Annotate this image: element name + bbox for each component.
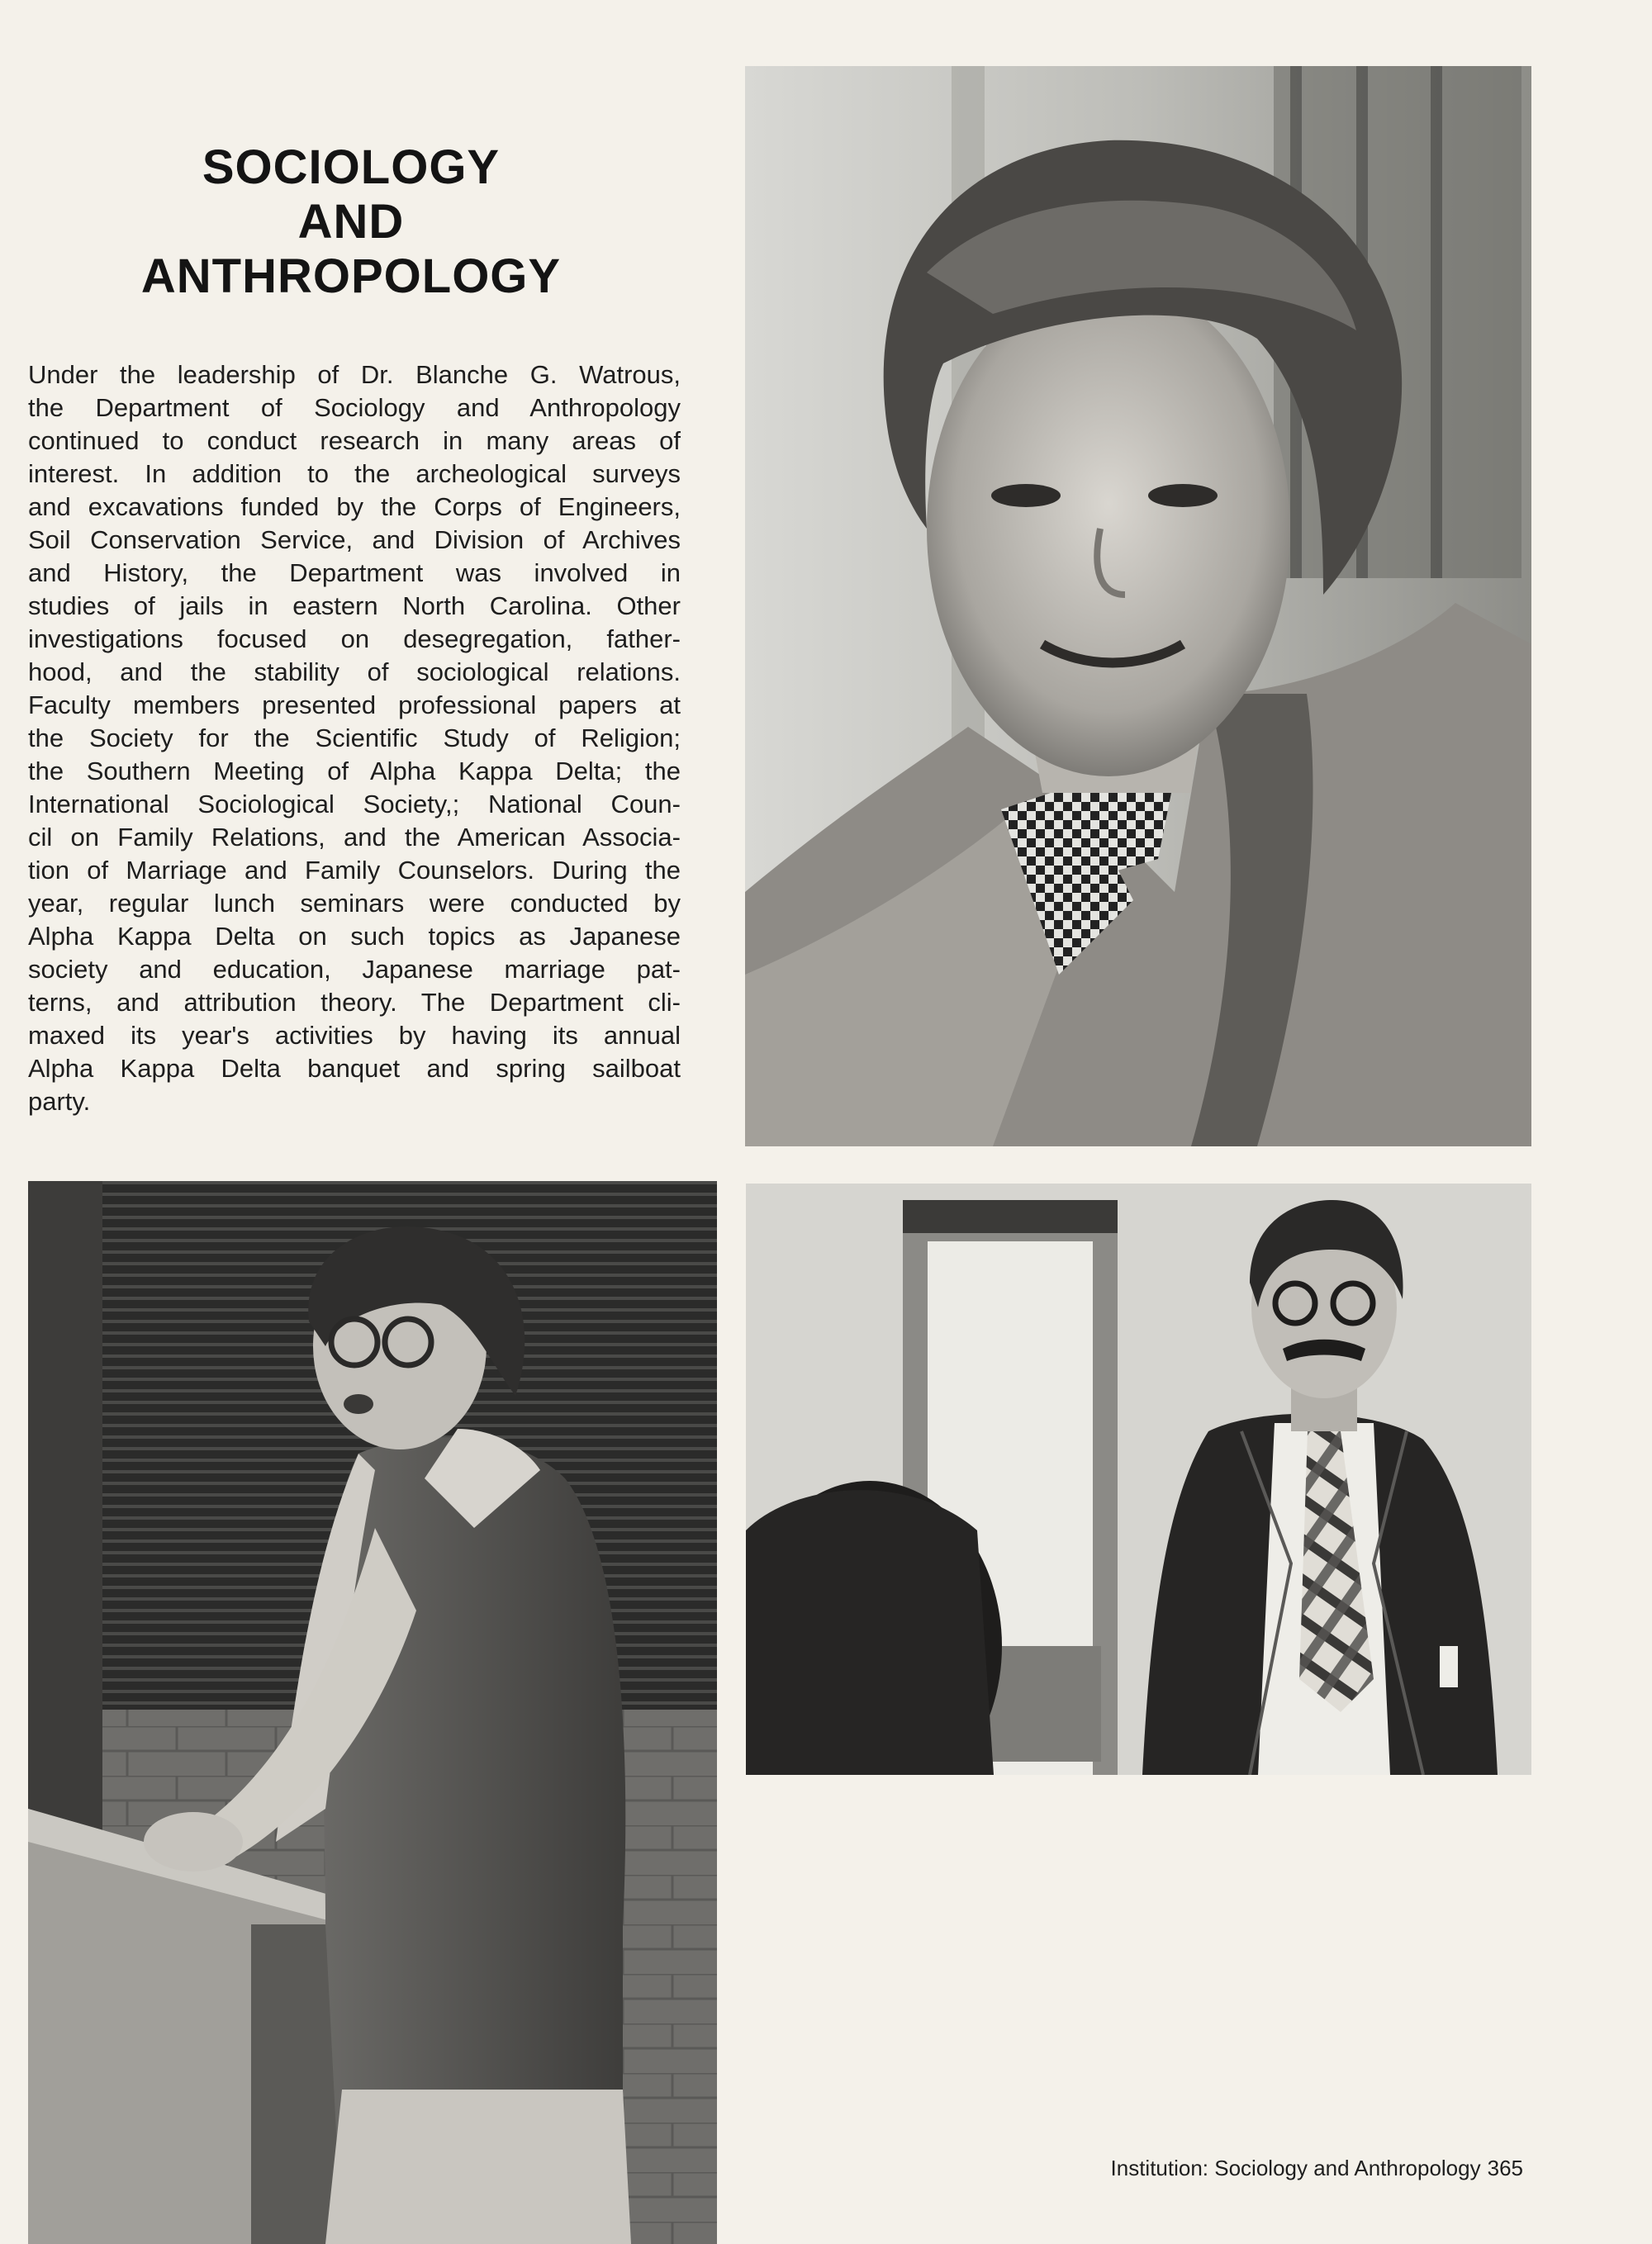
page-footer: [1111, 2156, 1523, 2181]
body-line: Under the leadership of Dr. Blanche G. Watrous,: [28, 360, 681, 389]
body-line: Alpha Kappa Delta on such topics as Japanese: [28, 922, 681, 951]
lectern-speaker-photo: [28, 1181, 717, 2244]
body-line: the Society for the Scientific Study of Religion;: [28, 723, 681, 752]
body-line: studies of jails in eastern North Carolina. Other: [28, 591, 681, 620]
title-line-3: ANTHROPOLOGY: [140, 249, 562, 303]
body-line: cil on Family Relations, and the American Associa-: [28, 823, 681, 852]
speaker-man-photo-image: [746, 1184, 1531, 1775]
body-line: International Sociological Society,; National Coun-: [28, 790, 681, 818]
title-line-2: AND: [297, 195, 405, 249]
body-line: investigations focused on desegregation, father-: [28, 624, 681, 653]
body-line: Soil Conservation Service, and Division of Archives: [28, 525, 681, 554]
page-title: [124, 140, 578, 304]
body-line: tion of Marriage and Family Counselors. During the: [28, 856, 681, 885]
body-line: continued to conduct research in many areas of: [28, 426, 681, 455]
page-number: 365: [1487, 2156, 1523, 2180]
body-line: maxed its year's activities by having its annual: [28, 1021, 681, 1050]
body-line: society and education, Japanese marriage pat-: [28, 955, 681, 984]
body-line: year, regular lunch seminars were conducted by: [28, 889, 681, 918]
portrait-photo: [745, 66, 1531, 1146]
body-line: interest. In addition to the archeological surveys: [28, 459, 681, 488]
portrait-photo-image: [745, 66, 1531, 1146]
body-line: terns, and attribution theory. The Department cli-: [28, 988, 681, 1017]
body-line: Alpha Kappa Delta banquet and spring sailboat: [28, 1054, 681, 1083]
body-line: and History, the Department was involved in: [28, 558, 681, 587]
body-line: the Department of Sociology and Anthropology: [28, 393, 681, 422]
body-line: hood, and the stability of sociological relations.: [28, 657, 681, 686]
article-body: [28, 358, 681, 1118]
footer-caption: Institution: Sociology and Anthropology: [1110, 2156, 1481, 2180]
title-line-1: SOCIOLOGY: [202, 140, 501, 194]
body-line: party.: [28, 1087, 91, 1116]
lectern-speaker-photo-image: [28, 1181, 717, 2244]
speaker-man-photo: [746, 1184, 1531, 1775]
body-line: and excavations funded by the Corps of Engineers,: [28, 492, 681, 521]
body-line: Faculty members presented professional papers at: [28, 690, 681, 719]
body-line: the Southern Meeting of Alpha Kappa Delta; the: [28, 757, 681, 785]
